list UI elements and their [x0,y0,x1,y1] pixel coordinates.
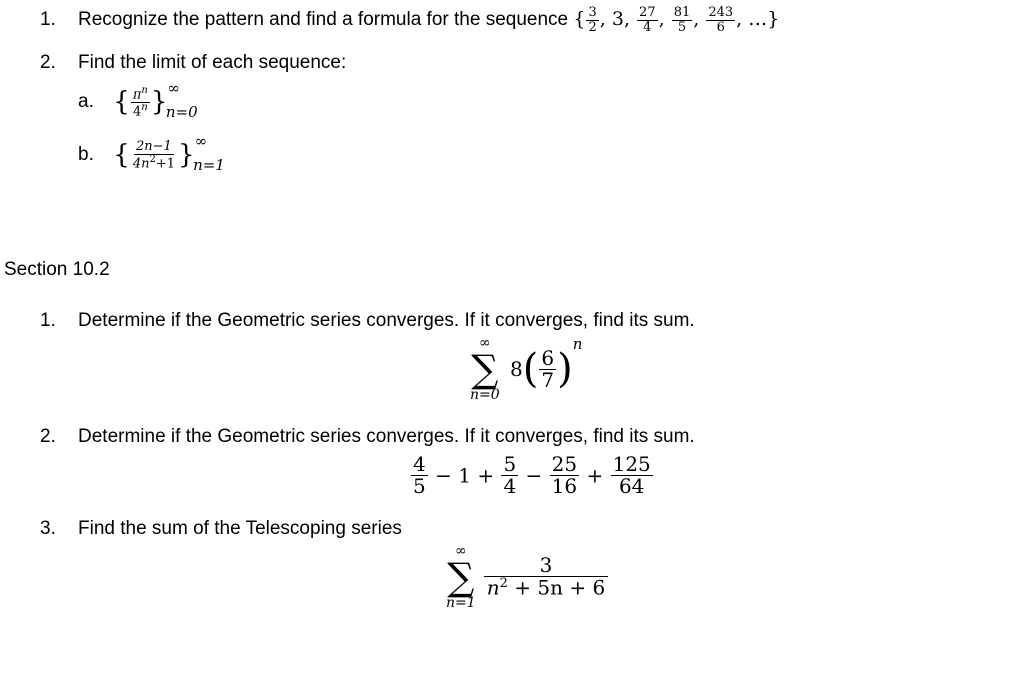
question-number: 1. [40,9,56,31]
question-number: 2. [40,52,56,73]
sigma-symbol: ∑ [471,347,499,391]
question-number: 2. [40,426,56,447]
coefficient: 8 [510,357,523,381]
question-2b [78,132,225,175]
sum-lower-limit: n=0 [470,387,500,403]
summation [446,544,476,610]
question-2-limits [40,52,346,74]
subpart-label: a. [78,91,94,113]
question-text: Recognize the pattern and find a formula for the sequence [78,9,569,31]
lower-index: n=0 [165,103,198,122]
section-10-2-question-3 [40,518,402,540]
question-text: Determine if the Geometric series converges. If it converges, find its sum. [78,310,695,331]
upper-index: ∞ [194,132,208,151]
geometric-series-formula: ∞ ∑ n=0 8( $\frac{6}{7}$ )$^n$ [470,334,583,403]
question-number: 1. [40,310,56,331]
sequence-expression: { $\frac{3}{2}$ , 3, $\frac{27}{4}$ , $\frac{81}{5}$ , $\frac{243}{6}$ , …} [573,5,780,35]
fraction-2n-1-over-4n2-1: $\frac{2n-1}{4n^2+1}$ [132,139,176,171]
sum-lower-limit: n=1 [446,595,476,611]
limit-expression-a: { $\frac{\pi^n}{4^n}$ }$^\infty_{n=0}$ [113,79,198,122]
question-text: Determine if the Geometric series converges. If it converges, find its sum. [78,426,695,447]
ellipsis: … [748,8,768,31]
sigma-symbol: ∑ [447,555,475,599]
sum-upper-limit: ∞ [478,335,491,351]
ratio-fraction: $\frac{6}{7}$ [541,345,555,392]
section-10-2-question-1 [40,310,695,332]
sum-upper-limit: ∞ [454,543,467,559]
section-10-2-question-2 [40,426,695,448]
lower-index: n=1 [193,156,225,175]
section-heading: Section 10.2 [4,259,110,280]
upper-index: ∞ [167,79,180,98]
question-text: Find the limit of each sequence: [78,52,347,73]
question-text: Find the sum of the Telescoping series [78,518,402,539]
telescoping-series-formula [446,544,609,610]
term-fraction-3: $\frac{27}{4}$ [639,5,656,35]
term-fraction-25-16: $\frac{25}{16}$ [551,452,578,498]
term-fraction-5-4: $\frac{5}{4}$ [503,452,517,498]
fraction-pi-over-4: $\frac{\pi^n}{4^n}$ [132,85,148,120]
term-fraction-4-5: $\frac{4}{5}$ [413,452,426,498]
question-2a [78,79,198,122]
term-fraction-5: $\frac{243}{6}$ [708,5,734,35]
term-fraction-1: $\frac{3}{2}$ [588,5,597,35]
question-1-sequence [40,6,779,34]
telescoping-fraction: $\frac{3}{n^2 + 5n + 6}$ [484,555,608,599]
limit-expression-b: { $\frac{2n-1}{4n^2+1}$ }$^\infty_{n=1}$ [113,132,225,175]
close-brace: } [767,8,780,31]
term-fraction-4: $\frac{81}{5}$ [673,5,691,35]
term-2: 3 [611,8,624,31]
summation [470,336,500,402]
open-brace: { [573,8,586,31]
exponent: n [572,334,583,353]
question-number: 3. [40,518,56,539]
term-fraction-125-64: $\frac{125}{64}$ [612,452,651,498]
geometric-series-terms: $\frac{4}{5}$ − 1 + $\frac{5}{4}$ − $\frac{25}{16}$ + $\frac{125}{64}$ [413,452,651,498]
subpart-label: b. [78,144,94,166]
